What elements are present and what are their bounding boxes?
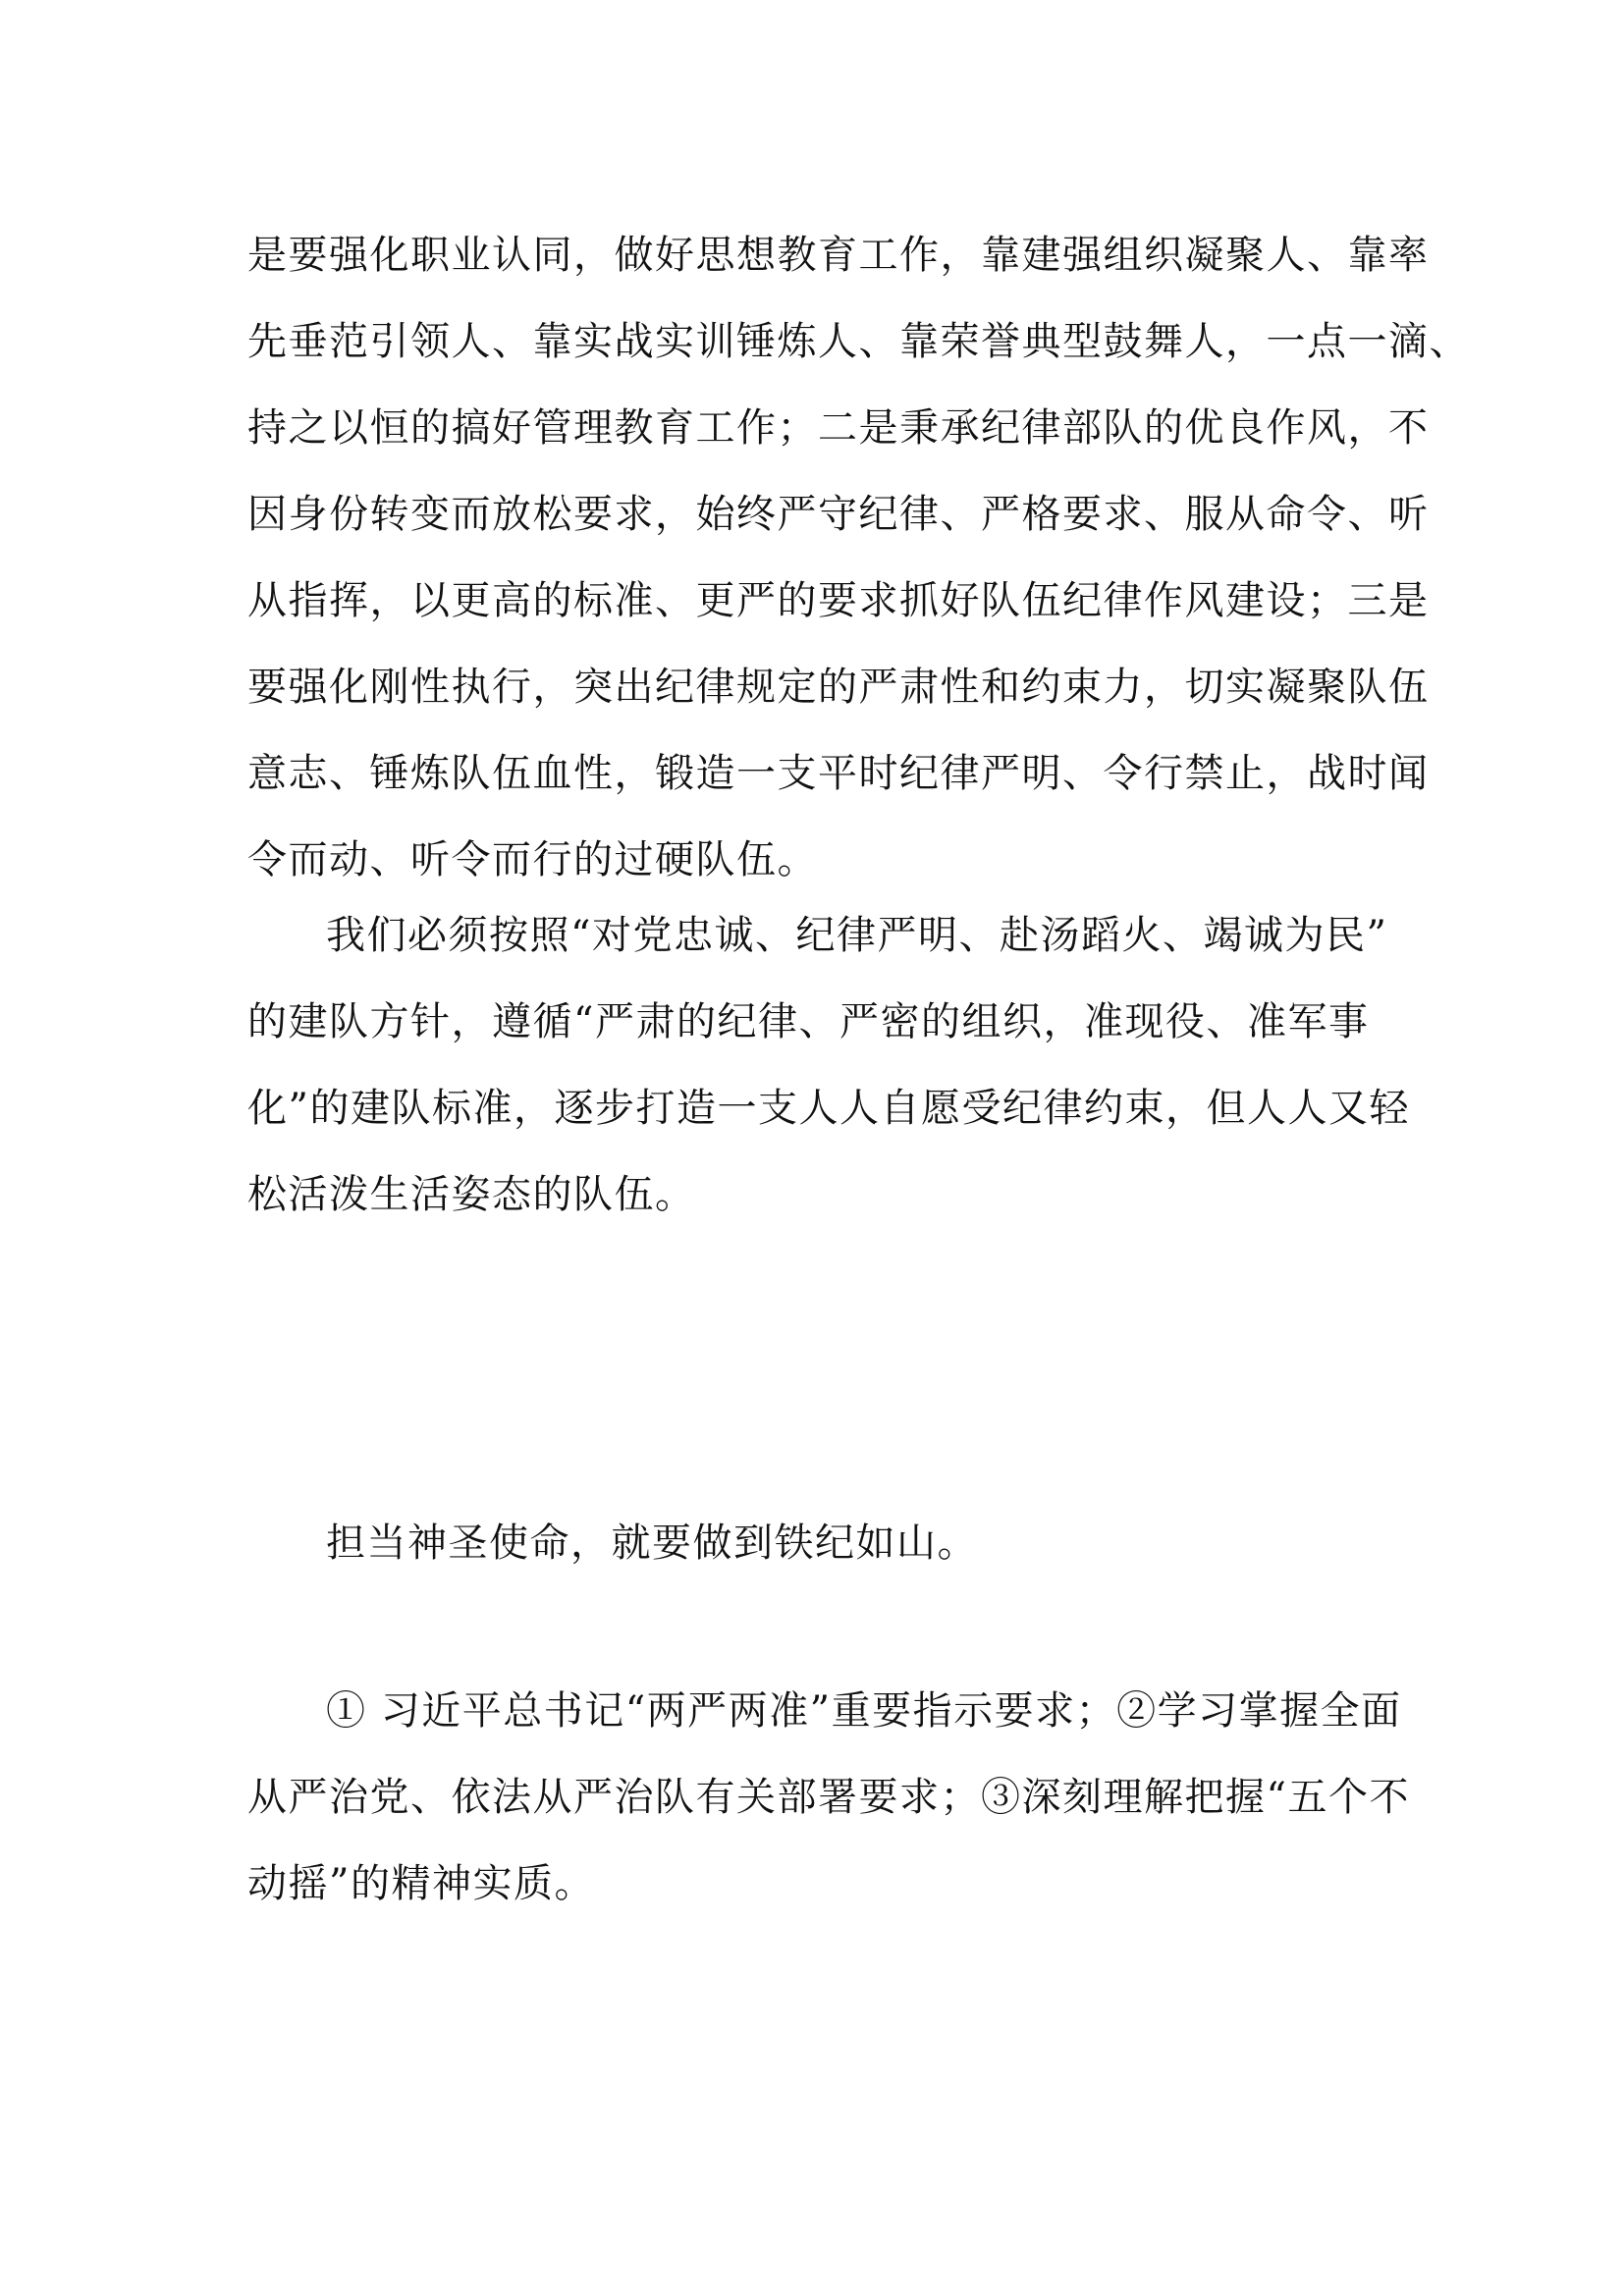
paragraph-line: 是要强化职业认同，做好思想教育工作，靠建强组织凝聚人、靠率 <box>247 233 1430 278</box>
paragraph-line: 令而动、听令而行的过硬队伍。 <box>247 837 818 882</box>
paragraph-line: 从严治党、依法从严治队有关部署要求；③深刻理解把握“五个不 <box>247 1775 1410 1820</box>
paragraph-line: 先垂范引领人、靠实战实训锤炼人、靠荣誉典型鼓舞人，一点一滴、 <box>247 319 1470 364</box>
paragraph-line: ① 习近平总书记“两严两准”重要指示要求；②学习掌握全面 <box>326 1688 1402 1734</box>
paragraph-line: 持之以恒的搞好管理教育工作；二是秉承纪律部队的优良作风，不 <box>247 405 1430 451</box>
paragraph-line: 要强化刚性执行，突出纪律规定的严肃性和约束力，切实凝聚队伍 <box>247 665 1430 710</box>
paragraph-line: 意志、锤炼队伍血性，锻造一支平时纪律严明、令行禁止，战时闻 <box>247 751 1430 796</box>
paragraph-line: 化”的建队标准，逐步打造一支人人自愿受纪律约束，但人人又轻 <box>247 1086 1410 1131</box>
section-heading <box>247 1500 1396 1586</box>
paragraph-line: 我们必须按照“对党忠诚、纪律严明、赴汤蹈火、竭诚为民” <box>326 913 1388 958</box>
paragraph-team-building <box>247 892 1410 1238</box>
paragraph-line: 因身份转变而放松要求，始终严守纪律、严格要求、服从命令、听 <box>247 492 1430 537</box>
paragraph-line: 从指挥，以更高的标准、更严的要求抓好队伍纪律作风建设；三是 <box>247 578 1430 623</box>
paragraph-line: 动摇”的精神实质。 <box>247 1861 595 1906</box>
paragraph-line: 松活泼生活姿态的队伍。 <box>247 1172 696 1217</box>
paragraph-study-points <box>247 1668 1410 1927</box>
paragraph-line: 的建队方针，遵循“严肃的纪律、严密的组织，准现役、准军事 <box>247 999 1370 1044</box>
paragraph-discipline-work <box>247 212 1470 903</box>
heading-text: 担当神圣使命，就要做到铁纪如山。 <box>326 1521 978 1566</box>
